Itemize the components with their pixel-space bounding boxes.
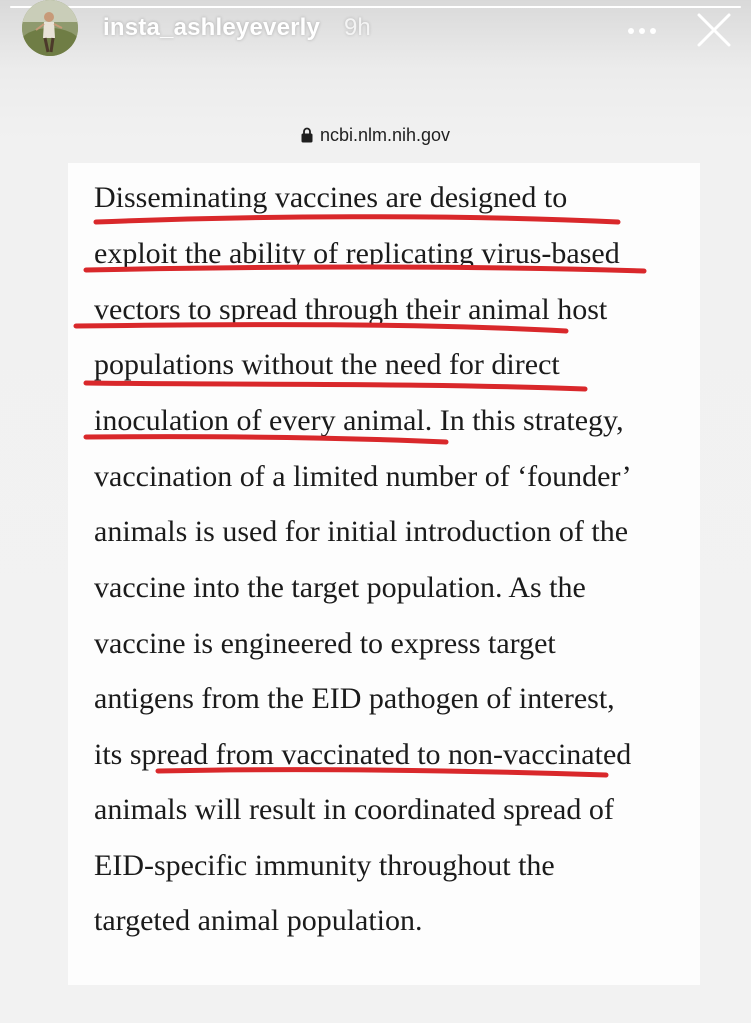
paragraph-line: exploit the ability of replicating virus-based [94,237,620,270]
paragraph-line: vectors to spread through their animal host [94,293,608,326]
browser-url-bar [0,125,751,148]
story-username[interactable]: insta_ashleyeverly [103,14,321,41]
avatar[interactable] [22,0,78,56]
paragraph-line: EID-specific immunity throughout the [94,849,555,882]
more-options-button[interactable] [622,18,662,44]
paragraph-line: vaccine is engineered to express target [94,627,556,660]
paragraph-line: populations without the need for direct [94,348,560,381]
lock-icon [301,127,313,148]
paragraph-line: its spread from vaccinated to non-vaccinated [94,738,632,771]
url-text: ncbi.nlm.nih.gov [319,125,451,145]
paragraph-line: animals is used for initial introduction of the [94,515,629,548]
paragraph-line: animals will result in coordinated spread of [94,793,614,826]
story-header [0,0,751,58]
avatar-photo [22,0,78,56]
paragraph-line: antigens from the EID pathogen of interest, [94,682,615,715]
paragraph-line: inoculation of every animal. In this strategy, [94,404,624,437]
paragraph-line: vaccine into the target population. As the [94,571,586,604]
story-timestamp: 9h [344,14,371,41]
paragraph-line: Disseminating vaccines are designed to [94,181,568,214]
close-button[interactable] [694,10,734,50]
paragraph-line: vaccination of a limited number of ‘founder’ [94,460,632,493]
close-icon [694,10,734,50]
paragraph-line: targeted animal population. [94,904,423,937]
more-options-icon [622,18,662,44]
